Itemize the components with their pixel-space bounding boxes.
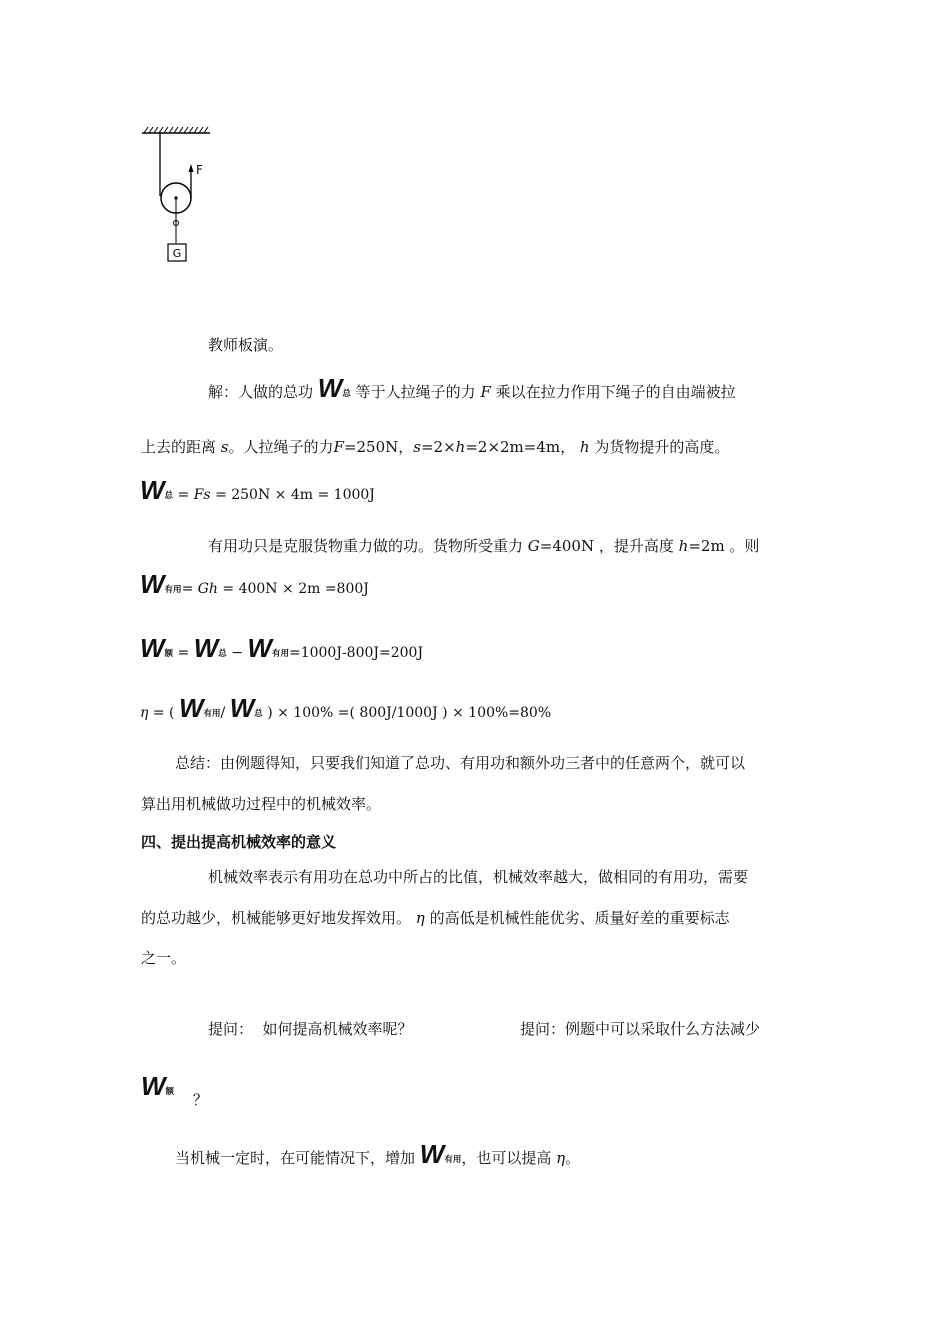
solution-intro: 解：人做的总功: [208, 383, 314, 401]
sub-useful: 有用: [444, 1155, 462, 1165]
w-total-symbol: W: [140, 475, 164, 505]
l2-c: =250N，: [343, 438, 414, 456]
section-heading: 四、提出提高机械效率的意义: [141, 833, 337, 851]
l2-f: F: [333, 438, 344, 456]
last-b: ，也可以提高: [461, 1149, 552, 1167]
equation-useful-work: [140, 566, 369, 608]
eq3-minus: −: [231, 645, 243, 661]
weight-label: G: [172, 247, 182, 260]
question-2: 提问：例题中可以采取什么方法减少: [520, 1020, 761, 1038]
useful-c: =2m 。则: [688, 537, 760, 555]
sub-extra: 额: [165, 1087, 175, 1097]
w-extra-symbol: W: [141, 1071, 165, 1101]
para2-b: 的高低是机械性能优劣、质量好差的重要标志: [429, 909, 730, 927]
solution-mid: 等于人拉绳子的力: [355, 383, 476, 401]
l2-s: s: [220, 438, 229, 456]
force-label: F: [196, 163, 203, 177]
paragraph-line-2: [141, 907, 730, 928]
l2-d: =2×: [420, 438, 456, 456]
l2-a: 上去的距离: [141, 438, 217, 456]
force-arrow-icon: [189, 164, 194, 172]
eta-symbol: η: [140, 705, 149, 721]
sub-useful: 有用: [271, 649, 289, 659]
eq4-open: = (: [152, 705, 175, 721]
useful-work-line: [208, 535, 759, 556]
sub-useful: 有用: [203, 709, 221, 719]
sub-useful: 有用: [164, 585, 182, 595]
w-total-symbol: W: [193, 633, 218, 663]
solution-line-2: [141, 436, 729, 457]
equation-extra-work: [140, 630, 423, 672]
w-useful-symbol: W: [140, 569, 164, 599]
paragraph-line-3: 之一。: [141, 949, 187, 967]
sub-total: 总: [342, 389, 351, 399]
eq2-gh: Gh: [197, 581, 218, 597]
question-continuation: [141, 1068, 208, 1110]
eq1-fs: Fs: [193, 487, 211, 503]
last-c: 。: [565, 1149, 581, 1167]
sub-total: 总: [218, 649, 227, 659]
sol-f: F: [480, 383, 491, 401]
question-mark: ？: [192, 1091, 208, 1109]
eq2-equals: =: [181, 581, 194, 597]
eta-symbol: η: [415, 909, 425, 927]
w-extra-symbol: W: [140, 633, 164, 663]
useful-h: h: [678, 537, 689, 555]
eq1-equals: =: [177, 487, 190, 503]
w-useful-symbol: W: [247, 633, 271, 663]
final-line: [175, 1136, 580, 1178]
l2-e: =2×2m=4m，: [465, 438, 576, 456]
para2-a: 的总功越少，机械能够更好地发挥效用。: [141, 909, 412, 927]
w-useful-symbol: W: [419, 1139, 444, 1169]
teacher-line: 教师板演。: [208, 336, 284, 354]
paragraph-line-1: 机械效率表示有用功在总功中所占的比值，机械效率越大，做相同的有用功，需要: [208, 868, 749, 886]
solution-end: 乘以在拉力作用下绳子的自由端被拉: [495, 383, 736, 401]
w-total-symbol: W: [229, 693, 254, 723]
useful-a: 有用功只是克服货物重力做的功。货物所受重力: [208, 537, 524, 555]
l2-h: h: [455, 438, 466, 456]
sub-total: 总: [254, 709, 263, 719]
sub-extra: 额: [164, 649, 174, 659]
last-a: 当机械一定时，在可能情况下，增加: [175, 1149, 416, 1167]
useful-b: =400N ，提升高度: [539, 537, 674, 555]
eta-symbol: η: [556, 1149, 566, 1167]
eq1-result: = 250N × 4m = 1000J: [215, 487, 375, 503]
eq2-result: = 400N × 2m =800J: [222, 581, 369, 597]
pulley-diagram: [138, 124, 218, 269]
w-total-symbol: W: [317, 373, 342, 403]
l2-b: 。人拉绳子的力: [228, 438, 334, 456]
l2-h2: h: [579, 438, 590, 456]
sub-total: 总: [164, 491, 174, 501]
question-1: 提问： 如何提高机械效率呢？: [208, 1020, 413, 1038]
summary-line-1: 总结：由例题得知，只要我们知道了总功、有用功和额外功三者中的任意两个，就可以: [175, 754, 746, 772]
eq4-result: ) × 100% =( 800J/1000J ) × 100%=80%: [267, 705, 552, 721]
l2-f-text: 为货物提升的高度。: [594, 438, 730, 456]
w-useful-symbol: W: [178, 693, 203, 723]
summary-line-2: 算出用机械做功过程中的机械效率。: [141, 795, 382, 813]
equation-total-work: [140, 472, 375, 514]
solution-line-1: [208, 370, 736, 412]
eq3-result: =1000J-800J=200J: [288, 645, 424, 661]
equation-efficiency: [140, 690, 551, 732]
l2-s2: s: [413, 438, 421, 456]
eq3-equals: =: [177, 645, 190, 661]
useful-g: G: [527, 537, 540, 555]
eq4-slash: /: [220, 705, 226, 721]
